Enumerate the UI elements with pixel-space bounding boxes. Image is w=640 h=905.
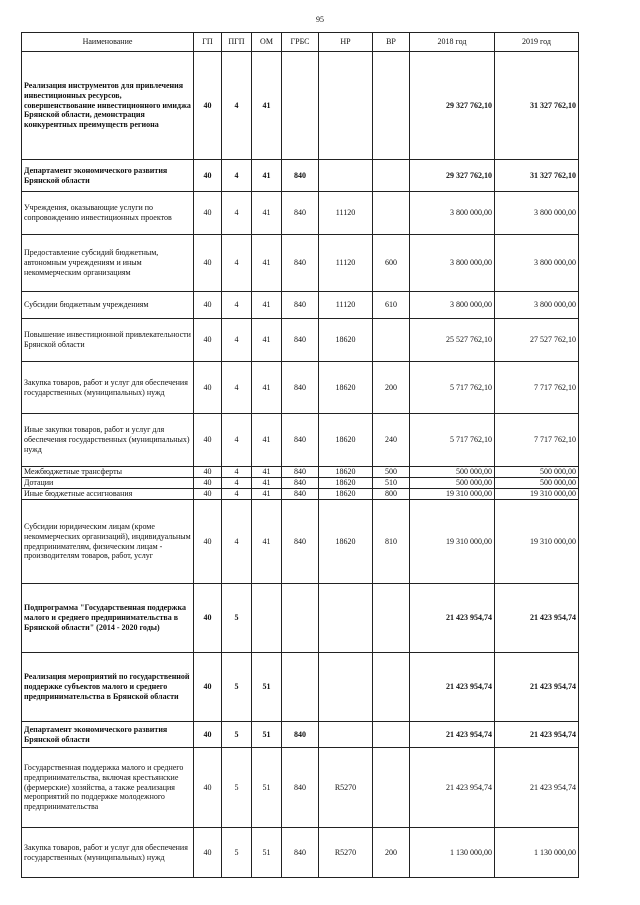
- cell-gp: 40: [194, 500, 222, 584]
- cell-vr: [373, 653, 410, 722]
- cell-2019: 3 800 000,00: [495, 292, 579, 319]
- cell-gp: 40: [194, 489, 222, 500]
- cell-om: 41: [252, 319, 282, 362]
- column-header-name: Наименование: [22, 33, 194, 52]
- cell-nr: 18620: [319, 467, 373, 478]
- cell-gp: 40: [194, 584, 222, 653]
- cell-name: Реализация мероприятий по государственной поддержке субъектов малого и среднего предпринимательства в Брянской области: [22, 653, 194, 722]
- cell-vr: [373, 160, 410, 192]
- cell-pgp: 5: [222, 722, 252, 748]
- cell-vr: 600: [373, 235, 410, 292]
- column-header-nr: НР: [319, 33, 373, 52]
- cell-gp: 40: [194, 467, 222, 478]
- cell-2018: 21 423 954,74: [410, 653, 495, 722]
- cell-name: Иные закупки товаров, работ и услуг для обеспечения государственных (муниципальных) нужд: [22, 414, 194, 467]
- cell-2019: 21 423 954,74: [495, 722, 579, 748]
- cell-pgp: 4: [222, 192, 252, 235]
- cell-pgp: 4: [222, 478, 252, 489]
- cell-grbs: 840: [282, 467, 319, 478]
- cell-pgp: 4: [222, 319, 252, 362]
- cell-om: 51: [252, 722, 282, 748]
- column-header-2019: 2019 год: [495, 33, 579, 52]
- cell-gp: 40: [194, 722, 222, 748]
- table-row: [22, 235, 579, 292]
- cell-nr: [319, 584, 373, 653]
- cell-2019: 21 423 954,74: [495, 584, 579, 653]
- cell-grbs: 840: [282, 489, 319, 500]
- cell-gp: 40: [194, 192, 222, 235]
- table-row: [22, 748, 579, 828]
- cell-pgp: 4: [222, 235, 252, 292]
- cell-om: 41: [252, 489, 282, 500]
- cell-name: Иные бюджетные ассигнования: [22, 489, 194, 500]
- cell-2018: 21 423 954,74: [410, 584, 495, 653]
- cell-grbs: 840: [282, 828, 319, 878]
- table-row: [22, 192, 579, 235]
- cell-grbs: [282, 584, 319, 653]
- cell-grbs: [282, 653, 319, 722]
- cell-name: Департамент экономического развития Брянской области: [22, 160, 194, 192]
- cell-name: Субсидии юридическим лицам (кроме некоммерческих организаций), индивидуальным предпринимателям, физическим лицам - производителям товаров, работ, услуг: [22, 500, 194, 584]
- cell-vr: [373, 748, 410, 828]
- cell-nr: [319, 52, 373, 160]
- table-row: [22, 489, 579, 500]
- cell-nr: [319, 722, 373, 748]
- cell-gp: 40: [194, 319, 222, 362]
- cell-2018: 500 000,00: [410, 478, 495, 489]
- column-header-2018: 2018 год: [410, 33, 495, 52]
- cell-vr: 800: [373, 489, 410, 500]
- cell-grbs: 840: [282, 362, 319, 414]
- cell-nr: R5270: [319, 748, 373, 828]
- cell-pgp: 5: [222, 584, 252, 653]
- cell-grbs: 840: [282, 292, 319, 319]
- cell-2019: 3 800 000,00: [495, 192, 579, 235]
- cell-name: Субсидии бюджетным учреждениям: [22, 292, 194, 319]
- cell-pgp: 4: [222, 414, 252, 467]
- cell-vr: 610: [373, 292, 410, 319]
- cell-vr: 510: [373, 478, 410, 489]
- cell-om: 41: [252, 362, 282, 414]
- cell-gp: 40: [194, 52, 222, 160]
- table-row: [22, 828, 579, 878]
- cell-2019: 19 310 000,00: [495, 489, 579, 500]
- column-header-vr: ВР: [373, 33, 410, 52]
- cell-2018: 29 327 762,10: [410, 160, 495, 192]
- cell-2019: 3 800 000,00: [495, 235, 579, 292]
- table-row: [22, 467, 579, 478]
- cell-nr: 11120: [319, 292, 373, 319]
- cell-2019: 31 327 762,10: [495, 52, 579, 160]
- cell-nr: [319, 653, 373, 722]
- cell-name: Реализация инструментов для привлечения инвестиционных ресурсов, совершенствование инвестиционного имиджа Брянской области, демонстрация конкурентных преимуществ региона: [22, 52, 194, 160]
- cell-pgp: 4: [222, 489, 252, 500]
- cell-nr: 18620: [319, 489, 373, 500]
- budget-table: [21, 32, 579, 878]
- cell-om: 41: [252, 235, 282, 292]
- table-row: [22, 319, 579, 362]
- cell-2018: 1 130 000,00: [410, 828, 495, 878]
- cell-grbs: 840: [282, 748, 319, 828]
- cell-name: Государственная поддержка малого и среднего предпринимательства, включая крестьянские (фермерские) хозяйства, а также реализация мероприятий по поддержке молодежного предпринимательства: [22, 748, 194, 828]
- cell-gp: 40: [194, 292, 222, 319]
- cell-2018: 5 717 762,10: [410, 362, 495, 414]
- cell-2019: 500 000,00: [495, 467, 579, 478]
- cell-pgp: 4: [222, 362, 252, 414]
- cell-grbs: 840: [282, 235, 319, 292]
- cell-vr: 200: [373, 362, 410, 414]
- table-row: [22, 52, 579, 160]
- cell-vr: 810: [373, 500, 410, 584]
- cell-vr: [373, 52, 410, 160]
- cell-om: 41: [252, 500, 282, 584]
- cell-pgp: 5: [222, 828, 252, 878]
- column-header-pgp: ПГП: [222, 33, 252, 52]
- cell-nr: 18620: [319, 362, 373, 414]
- cell-2018: 19 310 000,00: [410, 500, 495, 584]
- cell-name: Повышение инвестиционной привлекательности Брянской области: [22, 319, 194, 362]
- cell-om: 51: [252, 748, 282, 828]
- cell-pgp: 4: [222, 500, 252, 584]
- cell-2018: 3 800 000,00: [410, 292, 495, 319]
- cell-2019: 21 423 954,74: [495, 748, 579, 828]
- cell-name: Дотации: [22, 478, 194, 489]
- cell-pgp: 5: [222, 748, 252, 828]
- cell-om: [252, 584, 282, 653]
- cell-grbs: 840: [282, 192, 319, 235]
- cell-vr: [373, 584, 410, 653]
- cell-2018: 5 717 762,10: [410, 414, 495, 467]
- cell-2019: 21 423 954,74: [495, 653, 579, 722]
- cell-2019: 27 527 762,10: [495, 319, 579, 362]
- cell-gp: 40: [194, 362, 222, 414]
- cell-gp: 40: [194, 160, 222, 192]
- cell-2019: 7 717 762,10: [495, 414, 579, 467]
- cell-pgp: 4: [222, 467, 252, 478]
- cell-2019: 500 000,00: [495, 478, 579, 489]
- cell-2019: 1 130 000,00: [495, 828, 579, 878]
- cell-2018: 21 423 954,74: [410, 748, 495, 828]
- cell-grbs: 840: [282, 160, 319, 192]
- cell-om: 41: [252, 478, 282, 489]
- cell-grbs: 840: [282, 722, 319, 748]
- table-row: [22, 500, 579, 584]
- cell-om: 41: [252, 192, 282, 235]
- cell-nr: 18620: [319, 500, 373, 584]
- cell-name: Подпрограмма "Государственная поддержка малого и среднего предпринимательства в Брянской области" (2014 - 2020 годы): [22, 584, 194, 653]
- cell-vr: [373, 192, 410, 235]
- cell-pgp: 5: [222, 653, 252, 722]
- cell-gp: 40: [194, 828, 222, 878]
- cell-2018: 500 000,00: [410, 467, 495, 478]
- cell-vr: [373, 319, 410, 362]
- cell-2018: 19 310 000,00: [410, 489, 495, 500]
- cell-vr: 200: [373, 828, 410, 878]
- cell-om: 41: [252, 160, 282, 192]
- cell-vr: 240: [373, 414, 410, 467]
- cell-om: 51: [252, 828, 282, 878]
- cell-grbs: [282, 52, 319, 160]
- page-number: 95: [316, 15, 324, 24]
- cell-pgp: 4: [222, 160, 252, 192]
- cell-pgp: 4: [222, 52, 252, 160]
- column-header-om: ОМ: [252, 33, 282, 52]
- cell-nr: 18620: [319, 414, 373, 467]
- cell-gp: 40: [194, 235, 222, 292]
- cell-om: 41: [252, 52, 282, 160]
- table-row: [22, 414, 579, 467]
- cell-2019: 19 310 000,00: [495, 500, 579, 584]
- cell-grbs: 840: [282, 319, 319, 362]
- cell-nr: R5270: [319, 828, 373, 878]
- table-row: [22, 362, 579, 414]
- cell-2018: 21 423 954,74: [410, 722, 495, 748]
- cell-nr: 11120: [319, 235, 373, 292]
- cell-grbs: 840: [282, 478, 319, 489]
- cell-2018: 29 327 762,10: [410, 52, 495, 160]
- cell-om: 51: [252, 653, 282, 722]
- table-row: [22, 653, 579, 722]
- table-row: [22, 292, 579, 319]
- cell-2018: 3 800 000,00: [410, 235, 495, 292]
- cell-2018: 25 527 762,10: [410, 319, 495, 362]
- cell-name: Межбюджетные трансферты: [22, 467, 194, 478]
- cell-2019: 7 717 762,10: [495, 362, 579, 414]
- cell-gp: 40: [194, 653, 222, 722]
- table-row: [22, 722, 579, 748]
- cell-vr: [373, 722, 410, 748]
- cell-2019: 31 327 762,10: [495, 160, 579, 192]
- cell-nr: 18620: [319, 319, 373, 362]
- column-header-gp: ГП: [194, 33, 222, 52]
- cell-name: Учреждения, оказывающие услуги по сопровождению инвестиционных проектов: [22, 192, 194, 235]
- header-row: [22, 33, 579, 52]
- cell-name: Закупка товаров, работ и услуг для обеспечения государственных (муниципальных) нужд: [22, 828, 194, 878]
- cell-nr: 18620: [319, 478, 373, 489]
- cell-grbs: 840: [282, 414, 319, 467]
- cell-om: 41: [252, 467, 282, 478]
- table-row: [22, 160, 579, 192]
- table-row: [22, 584, 579, 653]
- cell-nr: [319, 160, 373, 192]
- column-header-grbs: ГРБС: [282, 33, 319, 52]
- cell-gp: 40: [194, 748, 222, 828]
- cell-nr: 11120: [319, 192, 373, 235]
- cell-name: Закупка товаров, работ и услуг для обеспечения государственных (муниципальных) нужд: [22, 362, 194, 414]
- cell-om: 41: [252, 292, 282, 319]
- cell-gp: 40: [194, 478, 222, 489]
- table-row: [22, 478, 579, 489]
- cell-2018: 3 800 000,00: [410, 192, 495, 235]
- cell-name: Департамент экономического развития Брянской области: [22, 722, 194, 748]
- cell-gp: 40: [194, 414, 222, 467]
- cell-vr: 500: [373, 467, 410, 478]
- cell-name: Предоставление субсидий бюджетным, автономным учреждениям и иным некоммерческим организациям: [22, 235, 194, 292]
- cell-pgp: 4: [222, 292, 252, 319]
- cell-om: 41: [252, 414, 282, 467]
- cell-grbs: 840: [282, 500, 319, 584]
